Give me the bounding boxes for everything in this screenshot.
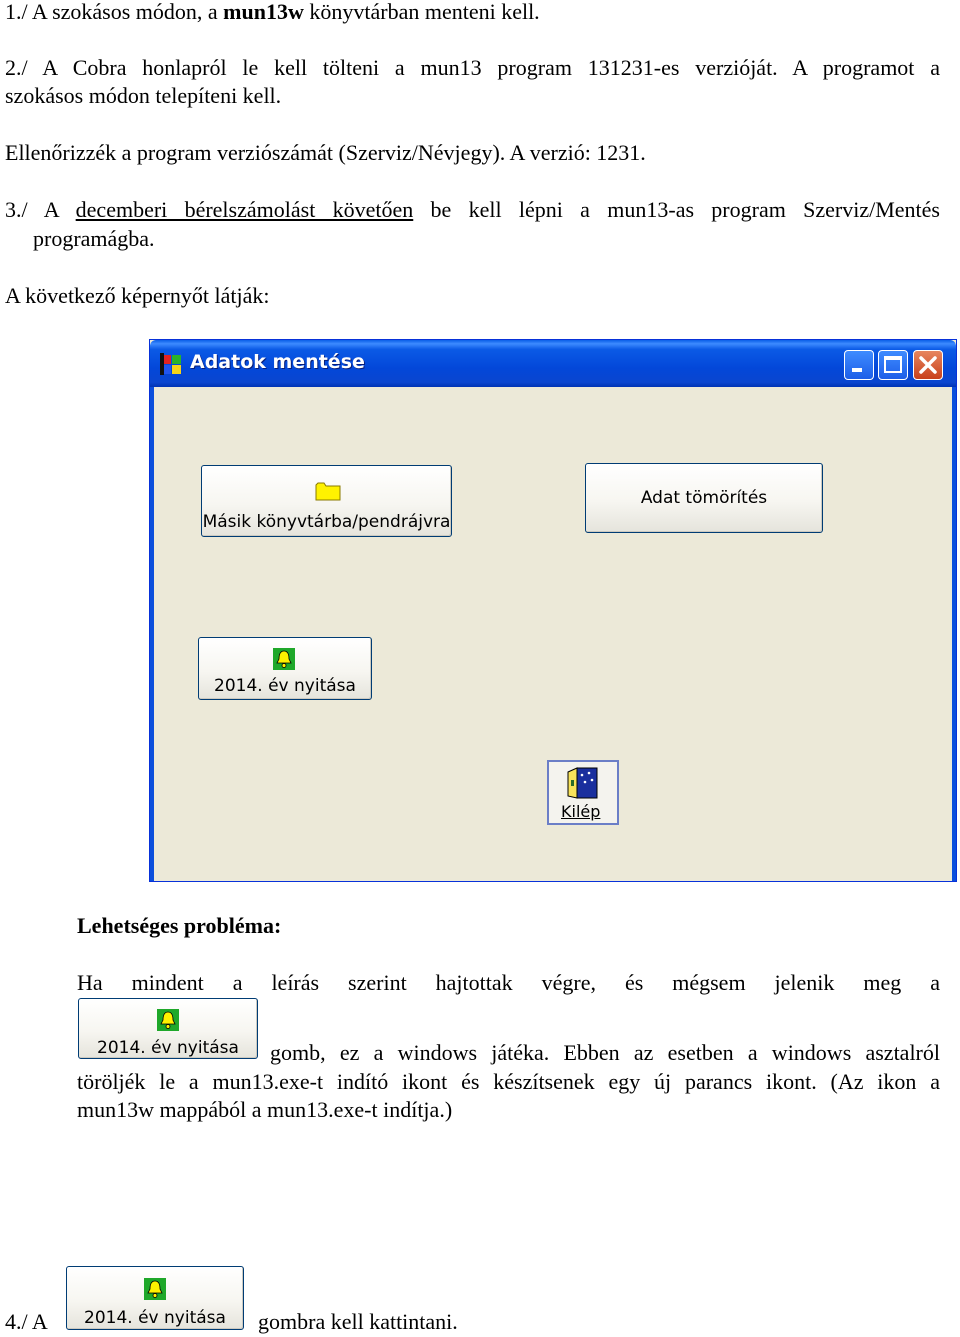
inline-year-open-button[interactable] xyxy=(78,998,258,1059)
problem-line3: töröljék le a mun13.exe-t indító ikont és készítsenek egy új parancs ikont. (Az ikon a xyxy=(77,1069,940,1094)
minimize-button[interactable] xyxy=(844,350,874,380)
step1-suffix: könyvtárban menteni kell. xyxy=(303,0,540,24)
step1-bold: mun13w xyxy=(223,0,304,24)
bell-icon xyxy=(157,1009,179,1031)
problem-heading xyxy=(77,912,940,941)
problem-heading-text: Lehetséges probléma: xyxy=(77,913,282,938)
door-exit-icon xyxy=(565,766,601,800)
step4-year-open-label: 2014. év nyitása xyxy=(84,1308,226,1328)
step1-text xyxy=(5,0,940,27)
other-directory-button[interactable] xyxy=(201,465,452,537)
exit-label: Kilép xyxy=(561,802,601,821)
maximize-icon xyxy=(879,351,907,379)
maximize-button[interactable] xyxy=(878,350,908,380)
step3-rest: be kell lépni a mun13-as program Szerviz/Mentés xyxy=(413,197,940,222)
bell-icon xyxy=(273,648,295,670)
year-open-button[interactable] xyxy=(198,637,372,700)
step2-line1: 2./ A Cobra honlapról le kell tölteni a mun13 program 131231-es verzióját. A programot a xyxy=(5,55,940,80)
inline-year-open-label: 2014. év nyitása xyxy=(97,1038,239,1058)
close-icon xyxy=(914,351,942,379)
window-frame-left xyxy=(150,387,154,881)
version-check-text: Ellenőrizzék a program verziószámát (Szerviz/Névjegy). A verzió: 1231. xyxy=(5,140,646,165)
step4-year-open-button[interactable] xyxy=(66,1266,244,1330)
bell-icon xyxy=(144,1278,166,1300)
window-titlebar[interactable] xyxy=(150,340,956,387)
step3-underlined: decemberi bérelszámolást követően xyxy=(75,197,414,222)
problem-line2: gomb, ez a windows játéka. Ebben az esetben a windows asztalról xyxy=(270,1040,940,1065)
step2-line2: szokásos módon telepíteni kell. xyxy=(5,83,282,108)
compress-data-label: Adat tömörítés xyxy=(640,488,768,508)
step3-line2: programágba. xyxy=(33,226,155,251)
step4-suffix: gombra kell kattintani. xyxy=(258,1309,458,1334)
window-frame-right xyxy=(952,387,956,881)
problem-line4: mun13w mappából a mun13.exe-t indítja.) xyxy=(77,1097,453,1122)
close-button[interactable] xyxy=(913,350,943,380)
minimize-icon xyxy=(845,351,873,379)
exit-button[interactable] xyxy=(547,760,619,825)
step1-prefix: 1./ A szokásos módon, a xyxy=(5,0,224,24)
window-title: Adatok mentése xyxy=(190,351,365,373)
folder-icon xyxy=(315,481,341,501)
other-directory-label: Másik könyvtárba/pendrájvra xyxy=(202,512,451,532)
app-icon xyxy=(160,352,184,376)
screen-intro: A következő képernyőt látják: xyxy=(5,283,270,308)
compress-data-button[interactable] xyxy=(585,463,823,533)
step3-prefix: 3./ A xyxy=(5,197,76,222)
year-open-label: 2014. év nyitása xyxy=(214,676,356,696)
problem-line1: Ha mindent a leírás szerint hajtottak végre, és mégsem jelenik meg a xyxy=(77,970,940,995)
step4-prefix: 4./ A xyxy=(5,1309,48,1334)
step3-line1 xyxy=(5,196,940,225)
